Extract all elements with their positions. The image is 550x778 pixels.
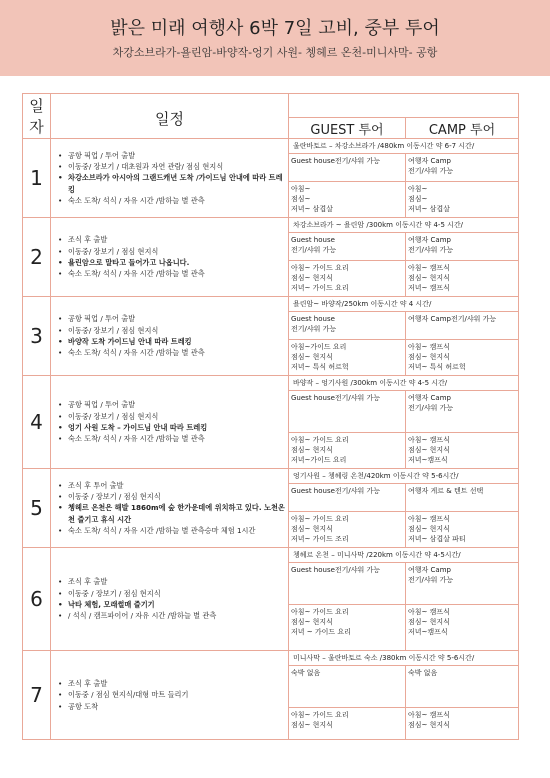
camp-accommodation-line: 전기/샤워 가능 [408,167,454,175]
camp-meals-line: 점심~ 현지식 [408,274,450,282]
guest-accommodation [289,312,406,340]
day-row-7 [23,651,519,666]
camp-meals-line: 저녁~ 삼겹살 파티 [408,535,466,543]
schedule-item: • 바양작 도착 가이드님 안내 따라 트레킹 [57,336,288,347]
itinerary-body [23,139,519,740]
route-subtitle: 차강소브라가-욜린암-바양작-엉기 사원- 쳉헤르 온천-미니사막- 공항 [112,46,438,59]
day-number: 2 [23,218,51,297]
schedule-list [51,678,288,712]
guest-meals [289,433,406,469]
guest-meals [289,512,406,548]
schedule-item: • 조식 후 출발 [57,576,288,587]
day-row-4 [23,376,519,391]
camp-meals-line: 아침~ 캠프식 [408,608,450,616]
day-schedule [51,297,289,376]
camp-meals-line: 저녁~ 캠프식 [408,284,450,292]
header-spacer [289,94,519,118]
guest-accommodation-line: Guest house전기/샤워 가능 [291,487,381,495]
camp-meals-line: 저녁~캠프식 [408,628,448,636]
guest-meals-line: 점심~ 현지식 [291,525,333,533]
schedule-item: • 이동중/ 장보기 / 대초원과 자연 관람/ 점심 현지식 [57,161,288,172]
guest-meals [289,182,406,218]
schedule-item: • 공항 도착 [57,701,288,712]
guest-accommodation [289,666,406,708]
guest-meals-line: 저녁~가이드 요리 [291,456,347,464]
guest-meals [289,340,406,376]
camp-meals-line: 아침~ [408,185,428,193]
page-title: 밝은 미래 여행사 6박 7일 고비, 중부 투어 [110,18,440,39]
header-schedule: 일정 [51,94,289,139]
route-info: 욜린암~ 바양작/250km 이동시간 약 4 시간/ [289,297,519,312]
guest-meals [289,261,406,297]
guest-accommodation-line: 전기/샤워 가능 [291,246,337,254]
camp-accommodation [406,666,519,708]
camp-accommodation [406,233,519,261]
guest-meals-line: 점심~ 현지식 [291,353,333,361]
camp-meals [406,512,519,548]
day-row-1 [23,139,519,154]
camp-meals [406,433,519,469]
camp-accommodation-line: 여행자 Camp [408,236,451,244]
camp-meals-line: 아침~ 캠프식 [408,264,450,272]
camp-meals-line: 아침~ 캠프식 [408,436,450,444]
schedule-item: • 숙소 도착/ 석식 / 자유 시간 /밤하늘 별 관측 [57,268,288,279]
camp-accommodation-line: 여행자 Camp [408,157,451,165]
camp-meals-line: 점심~ 현지식 [408,618,450,626]
schedule-item: • 조식 후 투어 출발 [57,480,288,491]
guest-meals-line: 아침~ 가이드 요리 [291,515,349,523]
schedule-list [51,234,288,279]
day-number: 1 [23,139,51,218]
schedule-item: • 공항 픽업 / 투어 출발 [57,313,288,324]
guest-meals-line: 저녁~ 특식 허르헉 [291,363,349,371]
camp-meals [406,708,519,740]
camp-accommodation [406,154,519,182]
guest-meals-line: 저녁~ 삼겹살 [291,205,333,213]
guest-meals-line: 점심~ 현지식 [291,721,333,729]
guest-meals-line: 저녁~ 가이드 조리 [291,535,349,543]
guest-accommodation-line: 숙박 없음 [291,669,321,677]
guest-accommodation-line: Guest house [291,315,335,323]
header-camp-tour: CAMP 투어 [406,118,519,139]
schedule-list [51,150,288,206]
schedule-item: • 숙소 도착/ 석식 / 자유 시간 /밤하늘 별 관측 [57,433,288,444]
route-info: 차강소브라가 ~ 욜린암 /300km 이동시간 약 4-5 시간/ [289,218,519,233]
schedule-item: • 이동중/ 장보기 / 점심 현지식 [57,246,288,257]
schedule-item: • 숙소 도착/ 석식 / 자유 시간 /밤하늘 별 관측 [57,347,288,358]
camp-accommodation-line: 여행자 게르 & 텐트 선택 [408,487,484,495]
day-number: 6 [23,548,51,651]
day-schedule [51,651,289,740]
day-schedule [51,218,289,297]
guest-accommodation [289,154,406,182]
page-header [0,0,550,76]
guest-accommodation-line: Guest house전기/샤워 가능 [291,394,381,402]
guest-meals-line: 점심~ [291,195,311,203]
camp-meals [406,340,519,376]
schedule-item: • 이동중 / 장보기 / 점심 현지식 [57,491,288,502]
camp-accommodation-line: 여행자 Camp [408,566,451,574]
schedule-list [51,399,288,444]
schedule-item: • 조식 후 출발 [57,234,288,245]
schedule-item: • 엉기 사원 도착 – 가이드님 안내 따라 트레킹 [57,422,288,433]
camp-accommodation-line: 전기/샤워 가능 [408,246,454,254]
schedule-item: • 쳉헤르 온천은 해발 1860m에 숲 한가운데에 위치하고 있다. 노천온천 즐기고 휴식 시간 [57,502,288,525]
guest-accommodation-line: 전기/샤워 가능 [291,325,337,333]
day-schedule [51,548,289,651]
route-info: 쳉헤르 온천 – 미니사막 /220km 이동시간 약 4-5시간/ [289,548,519,563]
schedule-item: • 이동중 / 장보기 / 점심 현지식 [57,588,288,599]
day-schedule [51,469,289,548]
guest-meals-line: 아침~가이드 요리 [291,343,347,351]
schedule-item: • 이동중/ 장보기 / 점심 현지식 [57,325,288,336]
camp-accommodation [406,563,519,605]
day-row-3 [23,297,519,312]
camp-meals [406,605,519,651]
day-number: 3 [23,297,51,376]
guest-meals-line: 아침~ 가이드 요리 [291,264,349,272]
day-schedule [51,139,289,218]
schedule-item: • 공항 픽업 / 투어 출발 [57,150,288,161]
guest-meals-line: 아침~ 가이드 요리 [291,711,349,719]
camp-meals-line: 점심~ [408,195,428,203]
schedule-item: • 이동중/ 장보기 / 점심 현지식 [57,411,288,422]
schedule-item: • 이동중 / 점심 현지식/대형 마트 들리기 [57,689,288,700]
guest-meals-line: 점심~ 현지식 [291,274,333,282]
schedule-list [51,313,288,358]
day-row-6 [23,548,519,563]
camp-accommodation [406,312,519,340]
guest-accommodation [289,563,406,605]
guest-accommodation-line: Guest house [291,236,335,244]
guest-meals-line: 저녁~ 가이드 요리 [291,284,349,292]
day-row-2 [23,218,519,233]
schedule-item: • 숙소 도착/ 석식 / 자유 시간 /밤하늘 별 관측승마 체험 1시간 [57,525,288,536]
itinerary-table [22,93,519,740]
camp-accommodation [406,484,519,512]
camp-meals-line: 저녁~캠프식 [408,456,448,464]
schedule-item: • 낙타 체험, 모래썰매 즐기기 [57,599,288,610]
schedule-item: • 공항 픽업 / 투어 출발 [57,399,288,410]
camp-meals-line: 저녁~ 삼겹살 [408,205,450,213]
schedule-list [51,576,288,621]
camp-accommodation-line: 숙박 없음 [408,669,438,677]
guest-meals-line: 점심~ 현지식 [291,618,333,626]
camp-accommodation-line: 전기/샤워 가능 [408,404,454,412]
header-day: 일자 [23,94,51,139]
guest-accommodation [289,484,406,512]
schedule-item: • 숙소 도착/ 석식 / 자유 시간 /밤하늘 별 관측 [57,195,288,206]
schedule-item: • 차강소브라가 아시아의 그랜드캐년 도착 /가이드님 안내에 따라 트레킹 [57,172,288,195]
route-info: 바양작 – 엉기사원 /300km 이동시간 약 4-5 시간/ [289,376,519,391]
guest-meals-line: 아침~ 가이드 요리 [291,608,349,616]
day-number: 5 [23,469,51,548]
guest-accommodation-line: Guest house전기/샤워 가능 [291,566,381,574]
day-row-5 [23,469,519,484]
camp-meals-line: 점심~ 현지식 [408,446,450,454]
camp-meals-line: 점심~ 현지식 [408,721,450,729]
day-schedule [51,376,289,469]
guest-accommodation-line: Guest house전기/샤워 가능 [291,157,381,165]
route-info: 엉기사원 – 쳉헤링 온천/420km 이동시간 약 5-6시간/ [289,469,519,484]
day-number: 7 [23,651,51,740]
guest-meals-line: 아침~ 가이드 요리 [291,436,349,444]
guest-meals-line: 점심~ 현지식 [291,446,333,454]
route-info: 울란바토르 – 차강소브라가 /480km 이동시간 약 6-7 시간/ [289,139,519,154]
camp-accommodation-line: 여행자 Camp [408,394,451,402]
camp-meals-line: 아침~ 캠프식 [408,711,450,719]
camp-meals-line: 점심~ 현지식 [408,525,450,533]
guest-accommodation [289,391,406,433]
schedule-item: • 욜린암으로 말타고 들어가고 나옵니다. [57,257,288,268]
camp-accommodation-line: 여행자 Camp전기/샤워 가능 [408,315,497,323]
camp-meals-line: 아침~ 캠프식 [408,515,450,523]
camp-meals [406,261,519,297]
schedule-item: • 조식 후 출발 [57,678,288,689]
guest-meals [289,605,406,651]
guest-accommodation [289,233,406,261]
route-info: 미니사막 – 울란바토르 숙소 /380km 이동시간 약 5-6시간/ [289,651,519,666]
camp-accommodation [406,391,519,433]
camp-meals-line: 아침~ 캠프식 [408,343,450,351]
camp-meals [406,182,519,218]
header-guest-tour: GUEST 투어 [289,118,406,139]
camp-accommodation-line: 전기/샤워 가능 [408,576,454,584]
guest-meals [289,708,406,740]
day-number: 4 [23,376,51,469]
camp-meals-line: 저녁~ 특식 허르헉 [408,363,466,371]
schedule-list [51,480,288,536]
guest-meals-line: 저녁 ~ 가이드 요리 [291,628,351,636]
camp-meals-line: 점심~ 현지식 [408,353,450,361]
guest-meals-line: 아침~ [291,185,311,193]
schedule-item: • / 석식 / 캠프파이어 / 자유 시간 /밤하늘 별 관측 [57,610,288,621]
